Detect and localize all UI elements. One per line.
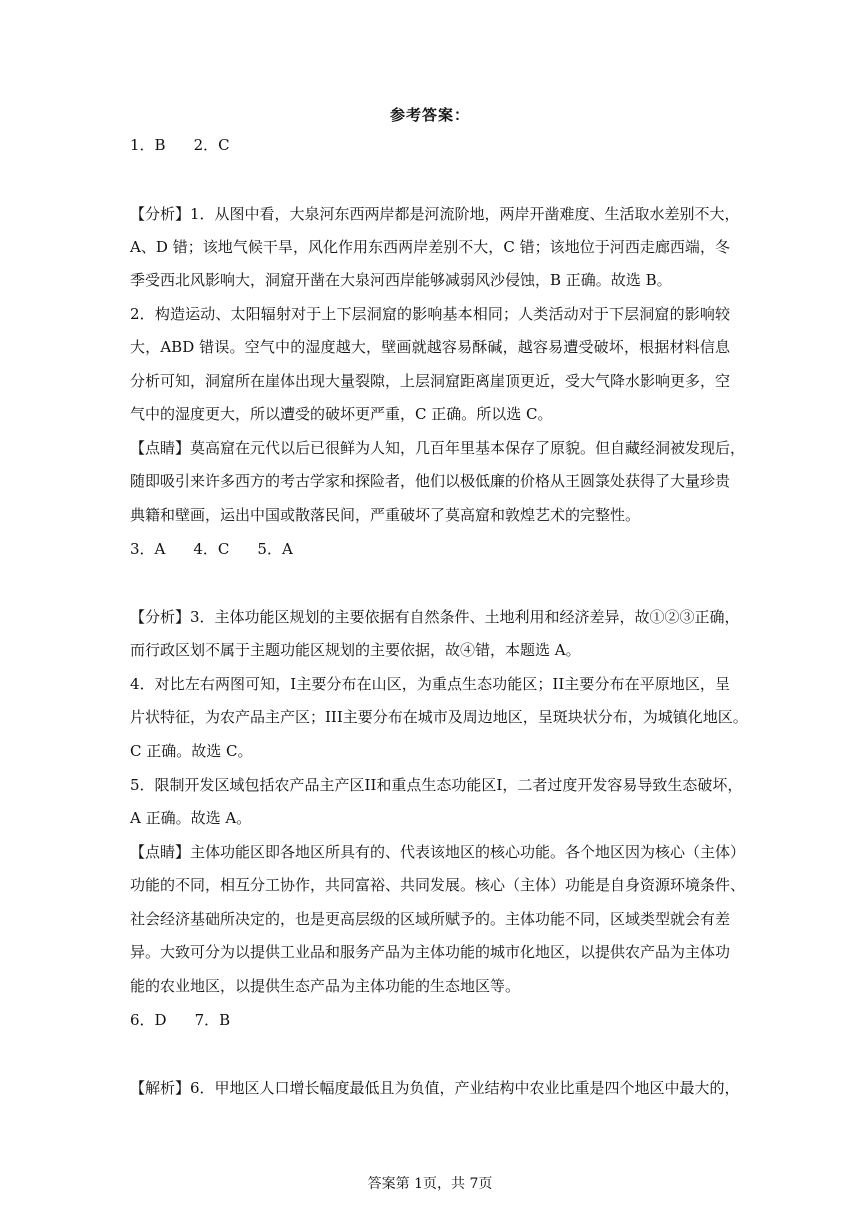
answer-item: 1．B [130,136,166,154]
text-line: 【解析】6．甲地区人口增长幅度最低且为负值，产业结构中农业比重是四个地区中最大的， [130,1079,740,1097]
text-line: A、D 错；该地气候干旱，风化作用东西两岸差别不大，C 错；该地位于河西走廊西端，冬 [130,238,730,256]
text-line: 能的农业地区，以提供生态产品为主体功能的生态地区等。 [130,977,521,995]
text-line: 功能的不同，相互分工协作，共同富裕、共同发展。核心（主体）功能是自身资源环境条件、 [130,876,746,894]
answer-item: 2．C [193,136,230,154]
answer-item: 5．A [257,540,293,558]
page-title: 参考答案： [389,106,470,124]
text-line: 【分析】3．主体功能区规划的主要依据有自然条件、土地利用和经济差异，故①②③正确， [130,608,740,626]
text-line: 社会经济基础所决定的，也是更高层级的区域所赋予的。主体功能不同，区域类型就会有差 [130,910,731,928]
text-line: 片状特征，为农产品主产区；III主要分布在城市及周边地区，呈斑块状分布，为城镇化地区。 [130,708,748,726]
text-line: 大，ABD 错误。空气中的湿度越大，壁画就越容易酥碱，越容易遭受破坏，根据材料信息 [130,338,730,356]
text-line: 而行政区划不属于主题功能区规划的主要依据，故④错，本题选 A。 [130,641,581,659]
text-line: 【分析】1．从图中看，大泉河东西两岸都是河流阶地，两岸开凿难度、生活取水差别不大， [130,205,740,223]
text-line: 【点睛】莫高窟在元代以后已很鲜为人知，几百年里基本保存了原貌。但自藏经洞被发现后， [130,439,746,457]
answer-item: 6．D [130,1011,167,1029]
text-line: 5．限制开发区域包括农产品主产区II和重点生态功能区I，二者过度开发容易导致生态破坏， [130,776,743,794]
answer-item: 3．A [130,540,166,558]
text-line: A 正确。故选 A。 [130,809,252,827]
text-line: 气中的湿度更大，所以遭受的破坏更严重，C 正确。所以选 C。 [130,405,553,423]
answer-item: 4．C [193,540,230,558]
text-line: 随即吸引来许多西方的考古学家和探险者，他们以极低廉的价格从王圆箓处获得了大量珍贵 [130,472,731,490]
text-line: 分析可知，洞窟所在崖体出现大量裂隙，上层洞窟距离崖顶更近，受大气降水影响更多，空 [130,372,731,390]
answer-item: 7．B [194,1011,231,1029]
answer-row-3-5 [130,539,730,559]
text-line: 【点睛】主体功能区即各地区所具有的、代表该地区的核心功能。各个地区因为核心（主体） [130,843,746,861]
answer-row-1-2 [130,135,730,155]
text-line: 2．构造运动、太阳辐射对于上下层洞窟的影响基本相同；人类活动对于下层洞窟的影响较 [130,305,730,323]
text-line: 典籍和壁画，运出中国或散落民间，严重破坏了莫高窟和敦煌艺术的完整性。 [130,506,641,524]
text-line: 4．对比左右两图可知，I主要分布在山区，为重点生态功能区；II主要分布在平原地区，呈 [130,675,730,693]
answer-row-6-7 [130,1010,730,1030]
text-line: 异。大致可分为以提供工业品和服务产品为主体功能的城市化地区，以提供农产品为主体功 [130,943,731,961]
page-footer: 答案第 1页，共 7页 [367,1176,493,1192]
text-line: C 正确。故选 C。 [130,742,253,760]
text-line: 季受西北风影响大，洞窟开凿在大泉河西岸能够减弱风沙侵蚀，B 正确。故选 B。 [130,271,672,289]
